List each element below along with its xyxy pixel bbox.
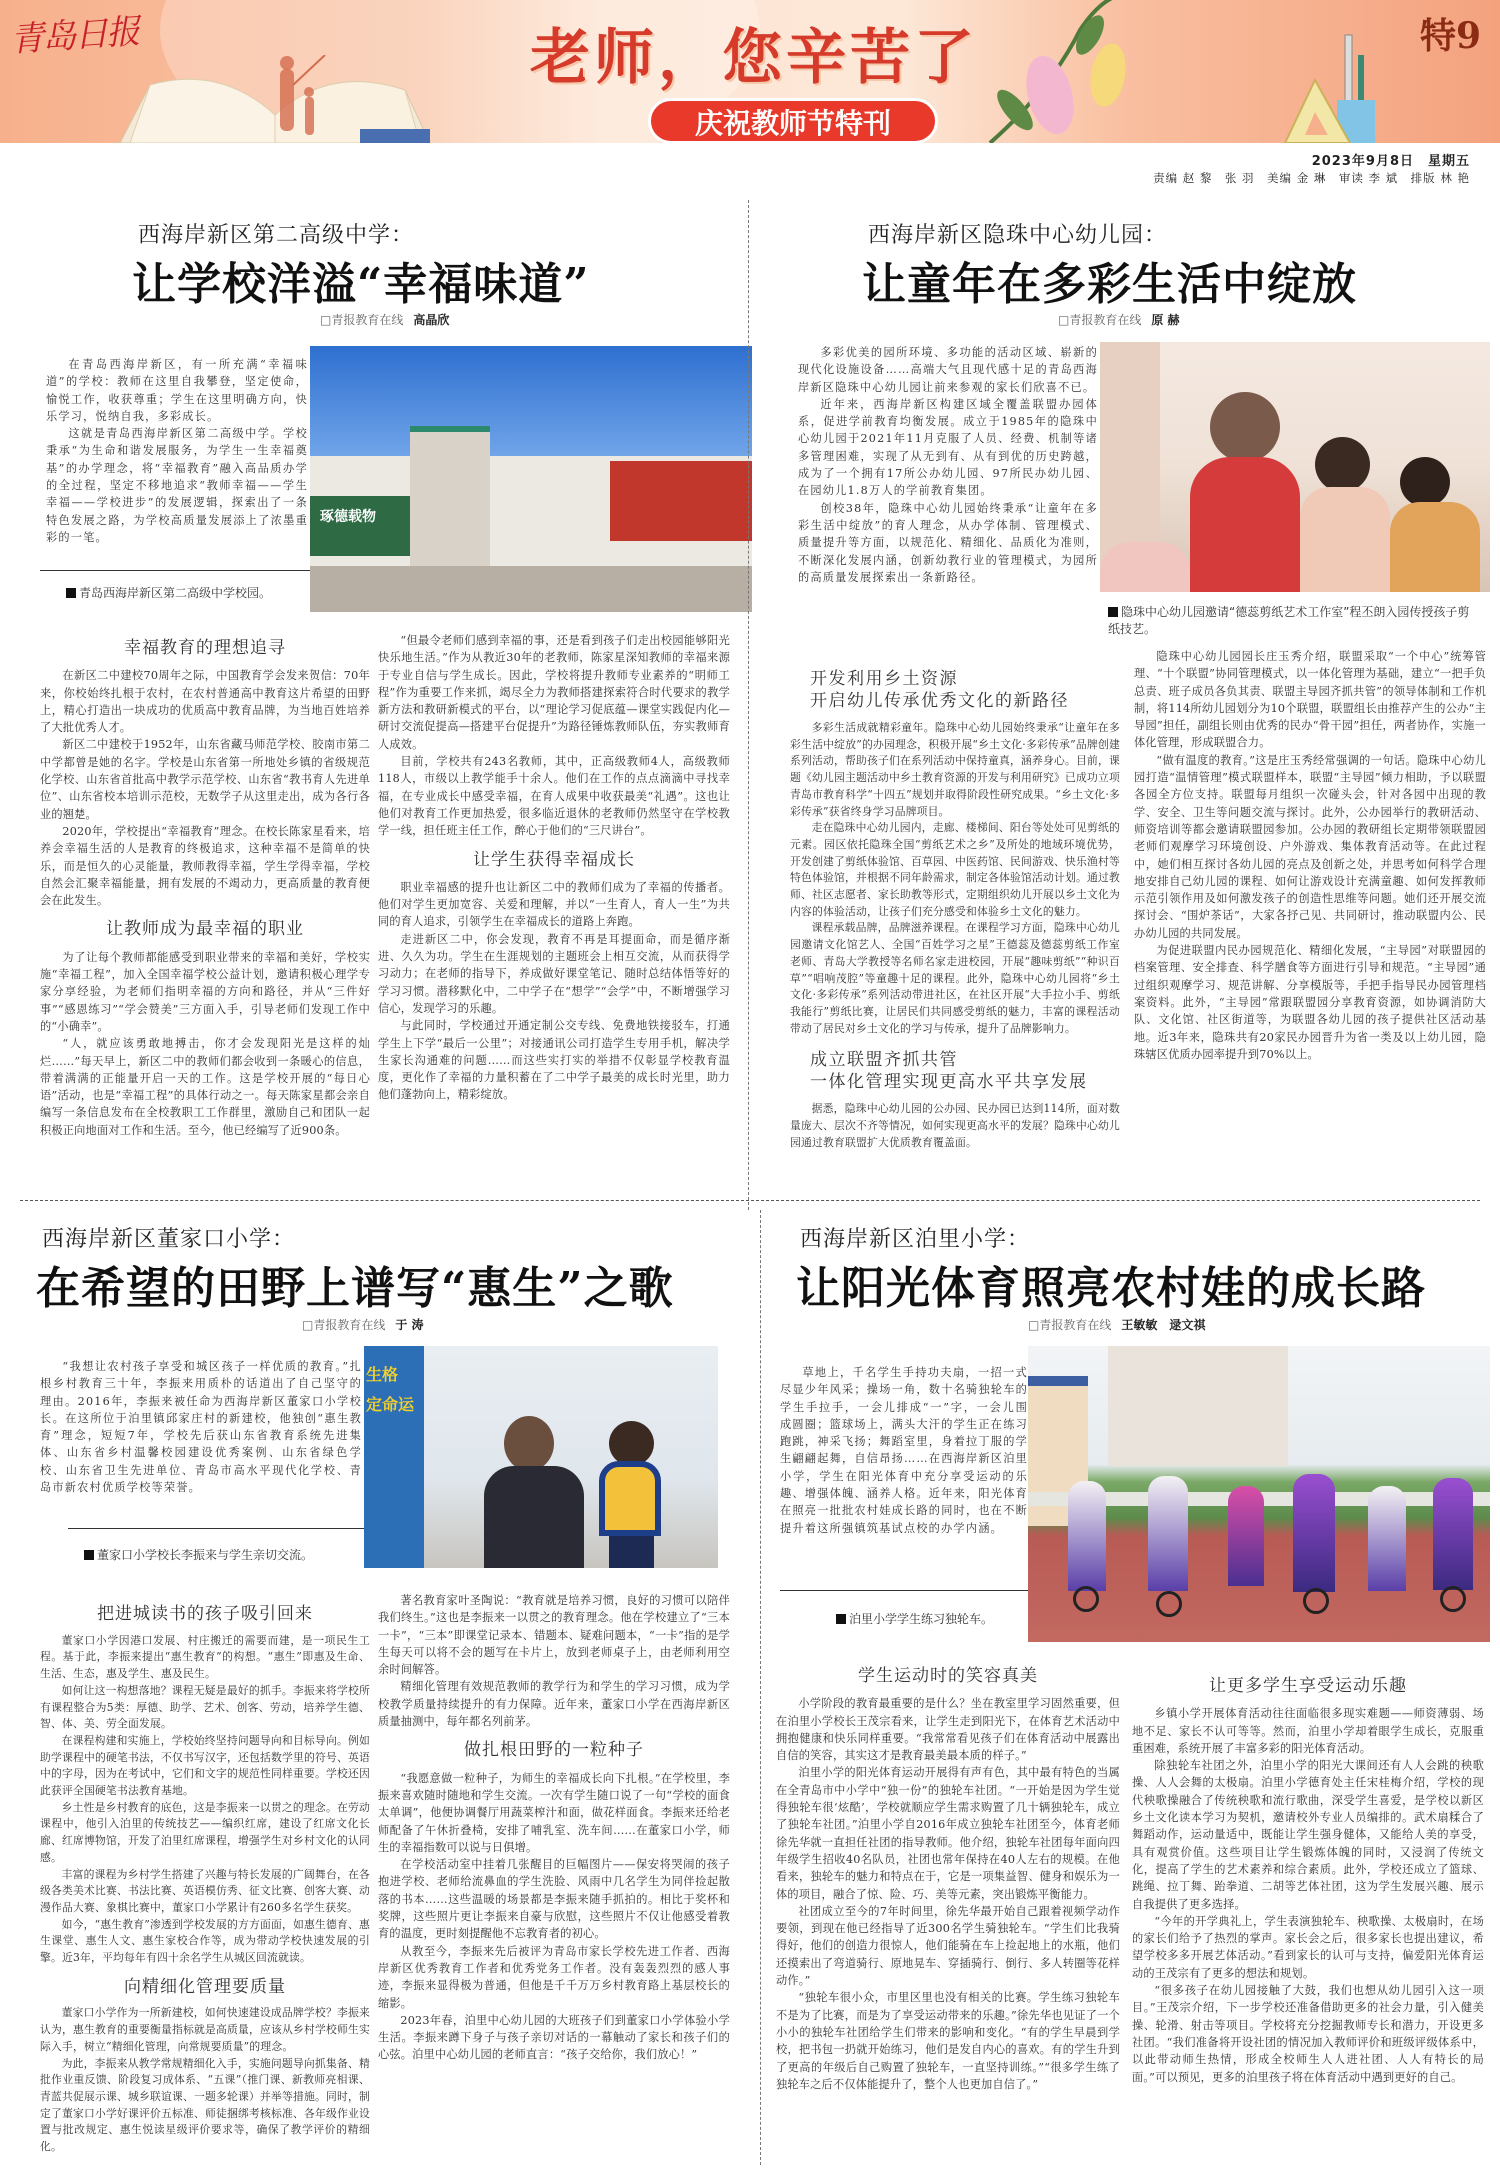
article-1-photo [310, 346, 752, 612]
section-divider [20, 1200, 1480, 1201]
article-2-section-1-title: 开发利用乡土资源 开启幼儿传承优秀文化的新路径 [810, 669, 1069, 711]
article-2-photo [1100, 342, 1490, 592]
stationery-illustration [1225, 20, 1395, 143]
special-issue-badge: 庆祝教师节特刊 [648, 98, 938, 143]
article-3-section-1-title: 把进城读书的孩子吸引回来 [97, 1604, 313, 1624]
article-4-byline: □青报教育在线 王敏敏 逯文祺 [1028, 1318, 1206, 1332]
article-3-photo-caption: 董家口小学校长李振来与学生亲切交流。 [84, 1546, 313, 1563]
editor-credits: 责编 赵 黎 张 羽 美编 金 琳 审读 李 斌 排版 林 艳 [1153, 171, 1470, 185]
article-2-section-2-title: 成立联盟齐抓共管 一体化管理实现更高水平共享发展 [810, 1050, 1088, 1093]
article-2-column-2: 隐珠中心幼儿园园长庄玉秀介绍，联盟采取“一个中心”统筹管理、“十个联盟”协同管理模式，以一体化管理为基础，建立“一把手负总责、班子成员各负其责、联盟主导园齐抓共管”的领导体制和工作机制，将114所幼儿园划分为10个联盟，联盟组长由推荐产生的公办“主导园”担任，副组长则由优秀的民办“骨干园”担任，两者协作，实施一体化管理，形成联盟合力。 “做有温度的教育。”这是庄玉秀经常强调的一句话。隐珠中心幼儿园打造“温情管理”模式联盟样本，联盟“主导园”倾力相助，予以联盟各园全方位支持。联盟每月组织一次碰头会，针对各园中出现的教学、安全、卫生等问题交流与探讨。此外，公办园举行的教研活动、师资培训等都会邀请联盟园参加。公办园的教研组长定期带领联盟园老师们观摩学习环境创设、户外游戏、集体教育活动等。在此过程中，她们相互探讨各幼儿园的亮点及创新之处，并思考如何科学合理地安排自己幼儿园的课程、如何让游戏设计充满童趣、如何发挥教师示范引领作用及如何激发孩子的创造性思维等问题。她们还开展交流探讨会、“围炉茶话”，大家各抒己见、共同研讨，推动联盟内公、民办幼儿园的共同发展。 为促进联盟内民办园规范化、精细化发展，“主导园”对联盟园的档案管理、安全排查、科学膳食等方面进行引导和规范。“主导园”通过组织观摩学习、规范讲解、分享模版等，手把手指导民办园管理档案资料。此外，“主导园”常跟联盟园分享教育资源，如协调消防大队、文化馆、社区街道等，为联盟各幼儿园的孩子提供社区活动基地。近3年来，隐珠共有20家民办园晋升为省一类及以上幼儿园，隐珠辖区优质办园率提升到70%以上。 [1134, 650, 1486, 1061]
banner-title: 老师，您辛苦了 [530, 23, 978, 93]
article-2-column-1: 开发利用乡土资源 开启幼儿传承优秀文化的新路径 多彩生活成就精彩童年。隐珠中心幼儿园始终秉承“让童年在多彩生活中绽放”的办园理念，积极开展“乡土文化·多彩传承”品牌创建系列活动，帮助孩子们在系列活动中保持童真，涵养身心。目前，课题《幼儿园主题活动中乡土教育资源的开发与利用研究》已成功立项青岛市教育科学“十四五”规划并取得阶段性研究成果。“乡土文化·多彩传承”获省终身学习品牌项目。 走在隐珠中心幼儿园内，走廊、楼梯间、阳台等处处可见剪纸的元素。园区依托隐珠全国“剪纸艺术之乡”及所处的地域环境优势，开发创建了剪纸体验馆、百草园、中医药馆、民间游戏、快乐渔村等特色体验馆，并根据不同年龄需求，制定各体验馆活动计划。通过教师、社区志愿者、家长助教等形式，定期组织幼儿开展以乡土文化为内容的体验活动，让孩子们充分感受和体验乡土文化的魅力。 课程承载品牌，品牌滋养课程。在课程学习方面，隐珠中心幼儿园邀请文化馆艺人、全国“百姓学习之星”王德蕊及德蕊剪纸工作室老师、青岛大学教授等名师名家走进校园，开展“趣味剪纸”“种识百草”“唱响茂腔”等童趣十足的课程。此外，隐珠中心幼儿园将“乡土文化·多彩传承”系列活动带进社区，在社区开展“大手拉小手、剪纸我能行”剪纸比赛，让居民们共同感受剪纸的魅力，丰富的课程活动带动了居民对乡土文化的学习与传承，提升了品牌影响力。 成立联盟齐抓共管 一体化管理实现更高水平共享发展 据悉，隐珠中心幼儿园的公办园、民办园已达到114所，面对数量庞大、层次不齐等情况，如何实现更高水平的发展？隐珠中心幼儿园通过教育联盟扩大优质教育覆盖面。 [790, 669, 1120, 1149]
article-4-headline: 让阳光体育照亮农村娃的成长路 [796, 1263, 1426, 1314]
column-divider [760, 1210, 761, 2165]
article-1-column-1: 幸福教育的理想追寻 在新区二中建校70周年之际，中国教育学会发来贺信：70年来，你校始终扎根于农村，在农村普通高中教育这片希望的田野上，精心打造出一块成功的优质高中教育品牌，为当地百姓培养了大批优秀人才。 新区二中建校于1952年，山东省藏马师范学校、胶南市第二中学都曾是她的名字。学校是山东省第一所地处乡镇的省级规范化学校、山东省首批高中教学示范学校、山东省“教书育人先进单位”、山东省校本培训示范校，无数学子从这里走出，成为各行各业的翘楚。 2020年，学校提出“幸福教育”理念。在校长陈家星看来，培养会幸福生活的人是教育的终极追求，这种幸福不是简单的快乐，而是恒久的心灵能量，教师教得幸福，学生学得幸福，学校自然会汇聚幸福能量，拥有发展的不竭动力，更高质量的教育便会在此发生。 让教师成为最幸福的职业 为了让每个教师都能感受到职业带来的幸福和美好，学校实施“幸福工程”，加入全国幸福学校公益计划，邀请积极心理学专家分享经验，为老师们指明幸福的方向和路径，并从“三件好事”“感恩练习”“学会赞美”三方面入手，引导老师们发现工作中的“小确幸”。 “人，就应该勇敢地搏击，你才会发现阳光是这样的灿烂……”每天早上，新区二中的教师们都会收到一条暖心的信息，带着满满的正能量开启一天的工作。这是学校开展的“每日心语”活动，也是“幸福工程”的具体行动之一。每天陈家星都会亲自编写一条信息发布在全校教职工工作群里，激励自己和团队一起积极正向地面对工作和生活。至今，他已经编写了近900条。 [40, 638, 370, 1137]
article-3-section-3-title: 做扎根田野的一粒种子 [464, 1740, 644, 1761]
article-1-section-2-title: 让教师成为最幸福的职业 [106, 919, 304, 940]
article-4-photo-caption: 泊里小学学生练习独轮车。 [836, 1610, 993, 1627]
page-number: 特9 [1420, 15, 1482, 57]
article-3-photo [364, 1346, 718, 1568]
column-divider [748, 200, 749, 1210]
article-3-byline: □青报教育在线 于 涛 [302, 1318, 424, 1332]
article-1-section-1-title: 幸福教育的理想追寻 [124, 638, 286, 658]
article-1-headline: 让学校洋溢“幸福味道” [132, 259, 590, 310]
flowers-illustration [930, 0, 1230, 143]
school-gate-sign: 琢德载物 [320, 509, 376, 525]
issue-date: 2023年9月8日 星期五 [1311, 154, 1470, 169]
article-3-section-2-title: 向精细化管理要质量 [124, 1976, 286, 1997]
article-1-byline: □青报教育在线 高晶欣 [320, 313, 450, 327]
article-2-lead: 多彩优美的园所环境、多功能的活动区域、崭新的现代化设施设备……高端大气且现代感十足的青岛西海岸新区隐珠中心幼儿园让前来参观的家长们欣喜不已。 近年来，西海岸新区构建区域全覆盖联盟办园体系，促进学前教育均衡发展。成立于1985年的隐珠中心幼儿园于2021年11月克服了人员、经费、机制等诸多管理困难，实现了从无到有、从有到优的历史跨越，成为了一个拥有17所公办幼儿园、97所民办幼儿园、在园幼儿1.8万人的学前教育集团。 创校38年，隐珠中心幼儿园始终秉承“让童年在多彩生活中绽放”的育人理念，从办学体制、管理模式、质量提升等方面，以规范化、精细化、品质化为准则，不断深化发展内涵，创新幼教行业的管理模式，为园所的高质量发展探索出一条新路径。 [798, 346, 1098, 584]
caption-divider [40, 570, 310, 571]
article-4-column-2: 让更多学生享受运动乐趣 乡镇小学开展体育活动往往面临很多现实难题——师资薄弱、场地不足、家长不认可等等。然而，泊里小学却着眼学生成长，克服重重困难，系统开展了丰富多彩的阳光体育活动。 除独轮车社团之外，泊里小学的阳光大课间还有人人会跳的秧歌操、人人会舞的太极扇。泊里小学德育处主任宋桂梅介绍，学校的现代秧歌操融合了传统秧歌和流行歌曲，深受学生喜爱，是学校以新区乡土文化读本学习为契机，邀请校外专业人员编排的。武术扇糅合了舞蹈动作，运动量适中，既能让学生强身健体，又能给人美的享受，具有观赏价值。这些项目让学生锻炼体魄的同时，又浸润了传统文化，提高了学生的艺术素养和综合素质。此外，学校还成立了篮球、跳绳、拉丁舞、跆拳道、二胡等艺体社团，这为学生发展兴趣、展示自我提供了更多选择。 “今年的开学典礼上，学生表演独轮车、秧歌操、太极扇时，在场的家长们给予了热烈的掌声。家长会之后，很多家长也提出建议，希望学校多多开展艺体活动。”看到家长的认可与支持，偏爱阳光体育运动的王茂宗有了更多的想法和规划。 “很多孩子在幼儿园接触了大鼓，我们也想从幼儿园引入这一项目。”王茂宗介绍，下一步学校还准备借助更多的社会力量，引入健美操、轮滑、射击等项目。学校将充分挖掘教师专长和潜力，开设更多社团。“我们准备将开设社团的情况加入教师评价和班级评级体系中，以此带动师生热情，形成全校师生人人进社团、人人有特长的局面。”可以预见，更多的泊里孩子将在体育活动中遇到更好的自己。 [1132, 1676, 1484, 2084]
article-4-column-1: 学生运动时的笑容真美 小学阶段的教育最重要的是什么？坐在教室里学习固然重要，但在泊里小学校长王茂宗看来，让学生走到阳光下，在体育艺术活动中拥抱健康和快乐同样重要。“我常常看见孩子们在体育活动中展露出自信的笑容，其实这才是教育最美最本质的样子。” 泊里小学的阳光体育运动开展得有声有色，其中最有特色的当属在全青岛市中小学中“独一份”的独轮车社团。“一开始是因为学生觉得独轮车很‘炫酷’，学校就顺应学生需求购置了几十辆独轮车，成立了独轮车社团。”泊里小学自2016年成立独轮车社团至今，体育老师徐先华就一直担任社团的指导教师。他介绍，独轮车社团每年面向四年级学生招收40名队员，社团也常年保持在40人左右的规模。在他看来，独轮车的魅力和特点在于，它是一项集益智、健身和娱乐为一体的项目，融合了惊、险、巧、美等元素，突出锻炼平衡能力。 社团成立至今的7年时间里，徐先华最开始自己跟着视频学动作要领，到现在他已经指导了近300名学生骑独轮车。“学生们比我骑得好，他们的创造力很惊人，他们能骑在车上捡起地上的水瓶，他们还摸索出了弯道骑行、原地晃车、穿插骑行、倒行、多人转圈等花样动作。” “独轮车很小众，市里区里也没有相关的比赛。学生练习独轮车不是为了比赛，而是为了享受运动带来的乐趣。”徐先华也见证了一个小小的独轮车社团给学生们带来的影响和变化。“有的学生早晨到学校，把书包一扔就开始练习，他们是发自内心的喜欢。有的学生升到了更高的年级后自己购置了独轮车，一直坚持训练。”“很多学生练了独轮车之后不仅体能提升了，整个人也更加自信了。” [776, 1666, 1120, 2091]
article-1-photo-caption: 青岛西海岸新区第二高级中学校园。 [66, 584, 271, 601]
article-1-lead: 在青岛西海岸新区，有一所充满“幸福味道”的学校：教师在这里自我攀登，坚定使命，愉悦工作，收获尊重；学生在这里明确方向，快乐学习，悦纳自我，多彩成长。 这就是青岛西海岸新区第二高级中学。学校秉承“为生命和谐发展服务，为学生一生幸福奠基”的办学理念，将“幸福教育”融入高品质办学的全过程，坚定不移地追求“教师幸福——学生幸福——学校进步”的发展逻辑，探索出了一条特色发展之路，为学校高质量发展添上了浓墨重彩的一笔。 [46, 358, 308, 544]
article-4-lead: 草地上，千名学生手持功夫扇，一招一式尽显少年风采；操场一角，数十名骑独轮车的学生手拉手，一会儿排成“一”字，一会儿围成圆圈；篮球场上，满头大汗的学生正在练习跑跳，神采飞扬；舞蹈室里，身着拉丁服的学生翩翩起舞，自信昂扬……在西海岸新区泊里小学，学生在阳光体育中充分享受运动的乐趣、增强体魄、涵养人格。近年来，阳光体育在照亮一批批农村娃成长路的同时，也在不断提升着这所强镇筑基试点校的办学内涵。 [780, 1366, 1028, 1535]
article-4-photo [1028, 1346, 1490, 1642]
article-2-photo-caption: 隐珠中心幼儿园邀请“德蕊剪纸艺术工作室”程丕朗入园传授孩子剪纸技艺。 [1108, 605, 1470, 636]
article-4-section-2-title: 让更多学生享受运动乐趣 [1209, 1676, 1407, 1696]
article-3-column-1: 把进城读书的孩子吸引回来 董家口小学因港口发展、村庄搬迁的需要而建，是一项民生工程。基于此，李振来提出“惠生教育”的构想。“惠生”即惠及生命、生活、生态，惠及学生、惠及民生。 如何让这一构想落地？课程无疑是最好的抓手。李振来将学校所有课程整合为5类：厚德、助学、艺术、创客、劳动，培养学生德、智、体、美、劳全面发展。 在课程构建和实施上，学校始终坚持问题导向和目标导向。例如助学课程中的硬笔书法，不仅书写汉字，还包括数学里的符号、英语中的字母，因为在考试中，它们和文字的规范性同样重要。学校还因此获评全国硬笔书法教育基地。 乡土性是乡村教育的底色，这是李振来一以贯之的理念。在劳动课程中，他引入泊里的传统技艺——编织红席，建设了红席文化长廊、红席博物馆，开发了泊里红席课程，增强学生对乡村文化的认同感。 丰富的课程为乡村学生搭建了兴趣与特长发展的广阔舞台，在各级各类美术比赛、书法比赛、英语模仿秀、征文比赛、创客大赛、动漫作品大赛、象棋比赛中，董家口小学累计有260多名学生获奖。 如今，“惠生教育”渗透到学校发展的方方面面，如惠生德育、惠生课堂、惠生人文、惠生家校合作等，成为带动学校快速发展的引擎。近3年，平均每年有四十余名学生从城区回流就读。 向精细化管理要质量 董家口小学作为一所新建校，如何快速建设成品牌学校？李振来认为，惠生教育的重要衡量指标就是高质量，应该从乡村学校师生实际入手，树立“精细化管理，向常规要质量”的理念。 为此，李振来从教学常规精细化入手，实施问题导向抓集备、精批作业重反馈、阶段复习成体系、“五课”（推门课、新教师亮相课、青蓝共促展示课、城乡联谊课、一题多轮课）并举等措施。同时，制定了董家口小学好课评价五标准、师徒捆绑考核标准、各年级作业设置与批改规定、惠生悦读星级评价要求等，确保了教学评价的精细化。 [40, 1604, 370, 2154]
article-3-column-2: 著名教育家叶圣陶说：“教育就是培养习惯，良好的习惯可以陪伴我们终生。”这也是李振来一以贯之的教育理念。他在学校建立了“三本一卡”，“三本”即课堂记录本、错题本、疑难问题本，“一卡”指的是学生每天可以将不会的题写在卡片上，放到老师桌子上，由老师利用空余时间解答。 精细化管理有效规范教师的教学行为和学生的学习习惯，成为学校教学质量持续提升的有力保障。近年来，董家口小学在西海岸新区质量抽测中，每年都名列前茅。 做扎根田野的一粒种子 “我愿意做一粒种子，为师生的幸福成长向下扎根。”在学校里，李振来喜欢随时随地和学生交流。一次有学生随口说了一句“学校的面食太单调”，他便协调餐厅用蔬菜榨汁和面，做花样面食。李振来还给老师配备了午休折叠椅，安排了哺乳室、洗车间……在董家口小学，师生的幸福指数可以说与日俱增。 在学校活动室中挂着几张醒目的巨幅图片——保安将哭闹的孩子抱进学校、老师给流鼻血的学生洗脸、风雨中几名学生为同伴捡起散落的书本……这些温暖的场景都是李振来随手抓拍的。相比于奖杯和奖牌，这些照片更让李振来自豪与欣慰，这些照片不仅让他感受着教育的温度，更时刻提醒他不忘教育者的初心。 从教至今，李振来先后被评为青岛市家长学校先进工作者、西海岸新区优秀教育工作者和优秀党务工作者。没有轰轰烈烈的感人事迹，李振来显得极为普通，但他是千千万万乡村教育路上基层校长的缩影。 2023年春，泊里中心幼儿园的大班孩子们到董家口小学体验小学生活。李振来蹲下身子与孩子亲切对话的一幕触动了家长和孩子们的心弦。泊里中心幼儿园的老师直言：“孩子交给你，我们放心！” [378, 1594, 730, 2062]
wall-slogan: 生格 定命运 [366, 1365, 415, 1414]
open-book-illustration [110, 55, 440, 143]
article-2-kicker: 西海岸新区隐珠中心幼儿园： [868, 223, 1168, 248]
article-1-section-3-title: 让学生获得幸福成长 [473, 849, 635, 870]
article-1-column-2: “但最令老师们感到幸福的事，还是看到孩子们走出校园能够阳光快乐地生活。”作为从教近30年的老教师，陈家星深知教师的幸福来源于专业自信与学生成长。因此，学校将提升教师专业素养的“明师工程”作为重要工作来抓，竭尽全力为教师搭建探索符合时代要求的教学新方法和教研新模式的平台，以“理论学习促底蕴—课堂实践促内化—研讨交流促提高—搭建平台促提升”为路径锤炼教师队伍，夯实教师育人成效。 目前，学校共有243名教师，其中，正高级教师4人，高级教师118人，市级以上教学能手十余人。他们在工作的点点滴滴中寻找幸福，在专业成长中感受幸福，在育人成果中收获最美“礼遇”。这也让他们对教育工作更加热爱，很多临近退休的老教师仍然坚守在学校教学一线，担任班主任工作，醉心于他们的“三尺讲台”。 让学生获得幸福成长 职业幸福感的提升也让新区二中的教师们成为了幸福的传播者。他们对学生更加宽容、关爱和理解，并以“一生育人，育人一生”为共同的育人追求，引领学生在幸福成长的道路上奔跑。 走进新区二中，你会发现，教育不再是耳提面命，而是循序渐进、久久为功。学生在生涯规划的主题班会上相互交流，从而获得学习动力；在老师的指导下，养成做好课堂笔记、随时总结体悟等好的学习习惯。潜移默化中，二中学子在“想学”“会学”中，不断增强学习信心，发现学习的乐趣。 与此同时，学校通过开通定制公交专线、免费地铁接驳车，打通学生上下学“最后一公里”；对接通讯公司打造学生专用手机，解决学生家长沟通难的问题……而这些实打实的举措不仅彰显学校教育温度，更化作了幸福的力量积蓄在了二中学子最美的成长时光里，助力他们蓬勃向上，精彩绽放。 [378, 634, 730, 1102]
article-2-byline: □青报教育在线 原 赫 [1058, 313, 1180, 327]
article-2-headline: 让童年在多彩生活中绽放 [862, 259, 1357, 310]
caption-divider [780, 1590, 1030, 1591]
article-4-kicker: 西海岸新区泊里小学： [800, 1227, 1031, 1252]
article-1-kicker: 西海岸新区第二高级中学： [138, 223, 415, 248]
article-3-kicker: 西海岸新区董家口小学： [42, 1227, 296, 1252]
caption-divider [68, 1528, 368, 1529]
article-3-headline: 在希望的田野上谱写“惠生”之歌 [36, 1263, 674, 1314]
masthead-banner [0, 0, 1500, 143]
newspaper-logo: 青岛日报 [9, 11, 140, 61]
article-4-section-1-title: 学生运动时的笑容真美 [858, 1666, 1038, 1686]
article-3-lead: “我想让农村孩子享受和城区孩子一样优质的教育。”扎根乡村教育三十年，李振来用质朴的话道出了自己坚守的理由。2016年，李振来被任命为西海岸新区董家口小学校长。在这所位于泊里镇邱家庄村的新建校，他独创“惠生教育”理念，短短7年，学校先后获山东省教育系统先进集体、山东省乡村温馨校园建设优秀案例、山东省绿色学校、山东省卫生先进单位、青岛市高水平现代化学校、青岛市新农村优质学校等荣誉。 [40, 1360, 362, 1495]
